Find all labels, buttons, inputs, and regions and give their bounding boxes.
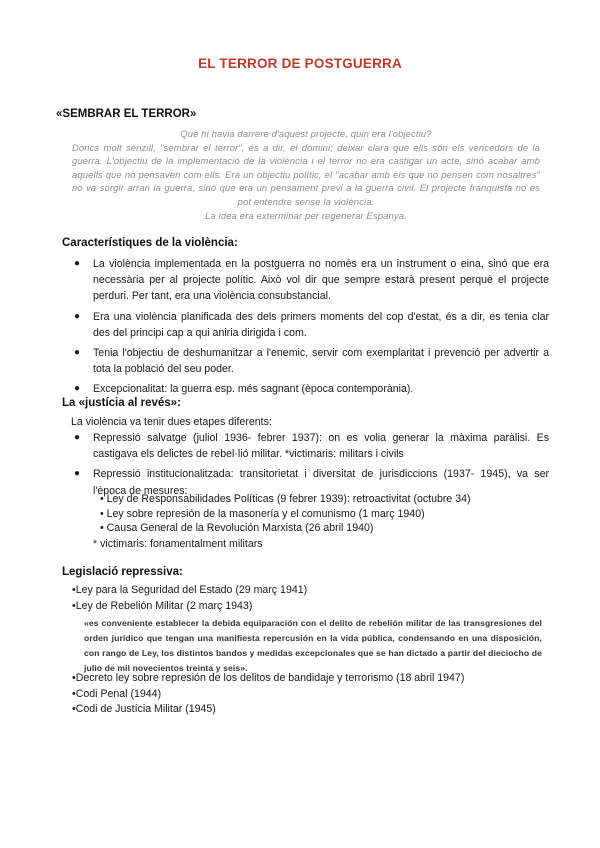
page-title: EL TERROR DE POSTGUERRA: [198, 56, 402, 71]
list-item: ● Repressió salvatge (juliol 1936- febrer 1937): on es volia generar la màxima paràlisi. Es castigava els delictes de rebel·lió militar. *victimaris: militars i civils: [74, 432, 549, 461]
list-item: •Ley de Rebelión Militar (2 març 1943): [72, 599, 253, 612]
list-item: ● La violència implementada en la postguerra no només era un instrument o eina, sinó que era necessària per al projecte polític. Això vol dir que sempre estarà present perquè el projecte perduri. Per tant, era una violència consubstancial.: [74, 258, 549, 303]
legislacio-list-top: [72, 583, 307, 614]
list-item: • Ley de Responsabilidades Políticas (9 febrer 1939): retroactivitat (octubre 34): [100, 493, 471, 505]
list-item: •Decreto ley sobre represión de los delitos de bandidaje y terrorismo (18 abril 1947): [72, 672, 465, 684]
intro-conclusion: La idea era exterminar per regenerar Espanya.: [205, 209, 407, 221]
caracteristiques-list: [74, 256, 549, 398]
intro-question: Què hi havia darrere d'aquest projecte, quin era l'objectiu?: [180, 128, 432, 139]
legislacio-list-bottom: [72, 671, 464, 718]
intro-quote: Doncs molt senzill, "sembrar el terror", és a dir, el domini; deixar clara que ells són els vencedors de la guerra. L'objectiu de la implementació de la violència i el terror no era castigar un acte, sinó acabar amb aquells que no pensaven com ells. Era un objectiu polític, el "acabar amb els que no pensen com nosaltres" no va sorgir arran la guerra, sinó que era un pensament previ a la guerra civil. El projecte franquista no es pot entendre sense la violència.: [72, 141, 540, 207]
list-item: •Codi Penal (1944): [72, 687, 162, 700]
section-heading-caracteristiques: Característiques de la violència:: [62, 237, 238, 249]
list-item: •Codi de Justícia Militar (1945): [72, 703, 216, 715]
list-item: ● Tenia l'objectiu de deshumanitzar a l'enemic, servir com exemplaritat i prevenció per advertir a tota la població del seu poder.: [74, 347, 549, 376]
list-item: ● Repressió institucionalitzada: transitorietat i diversitat de jurisdiccions (1937- 1945), va ser l'època de mesures:: [74, 468, 549, 497]
list-item: • Causa General de la Revolución Marxista (26 abril 1940): [100, 522, 374, 534]
list-item: ● Era una violència planificada des dels primers moments del cop d'estat, és a dir, es tenia clar des del principi cap a qui aniria dirigida i com.: [74, 310, 549, 339]
mesures-list: [100, 492, 471, 536]
list-item: ● Excepcionalitat: la guerra esp. més sagnant (època contemporània).: [74, 383, 414, 396]
section-heading-sembrar: «SEMBRAR EL TERROR»: [56, 108, 197, 120]
section-heading-justicia: La «justícia al revés»:: [62, 397, 181, 409]
list-item: •Ley para la Seguridad del Estado (29 març 1941): [72, 584, 308, 596]
victimaris-note: * victimaris: fonamentalment militars: [93, 538, 263, 550]
ley-rebelion-quote: «es conveniente establecer la debida equiparación con el delito de rebelión militar de las transgresiones del orden jurídico que tengan una manifiesta repercusión en la vida pública, condensando en una disposición, con rango de Ley, los distintos bandos y medidas excepcionales que se han dictado a partir del dieciocho de julio de mil novecientos treinta y seis».: [84, 618, 542, 673]
list-item: • Ley sobre represión de la masonería y el comunismo (1 març 1940): [100, 507, 425, 520]
justicia-intro: La violència va tenir dues etapes diferents:: [71, 416, 272, 428]
section-heading-legislacio: Legislació repressiva:: [62, 566, 183, 578]
intro-quote-block: [72, 127, 540, 222]
justicia-list: [74, 430, 549, 499]
